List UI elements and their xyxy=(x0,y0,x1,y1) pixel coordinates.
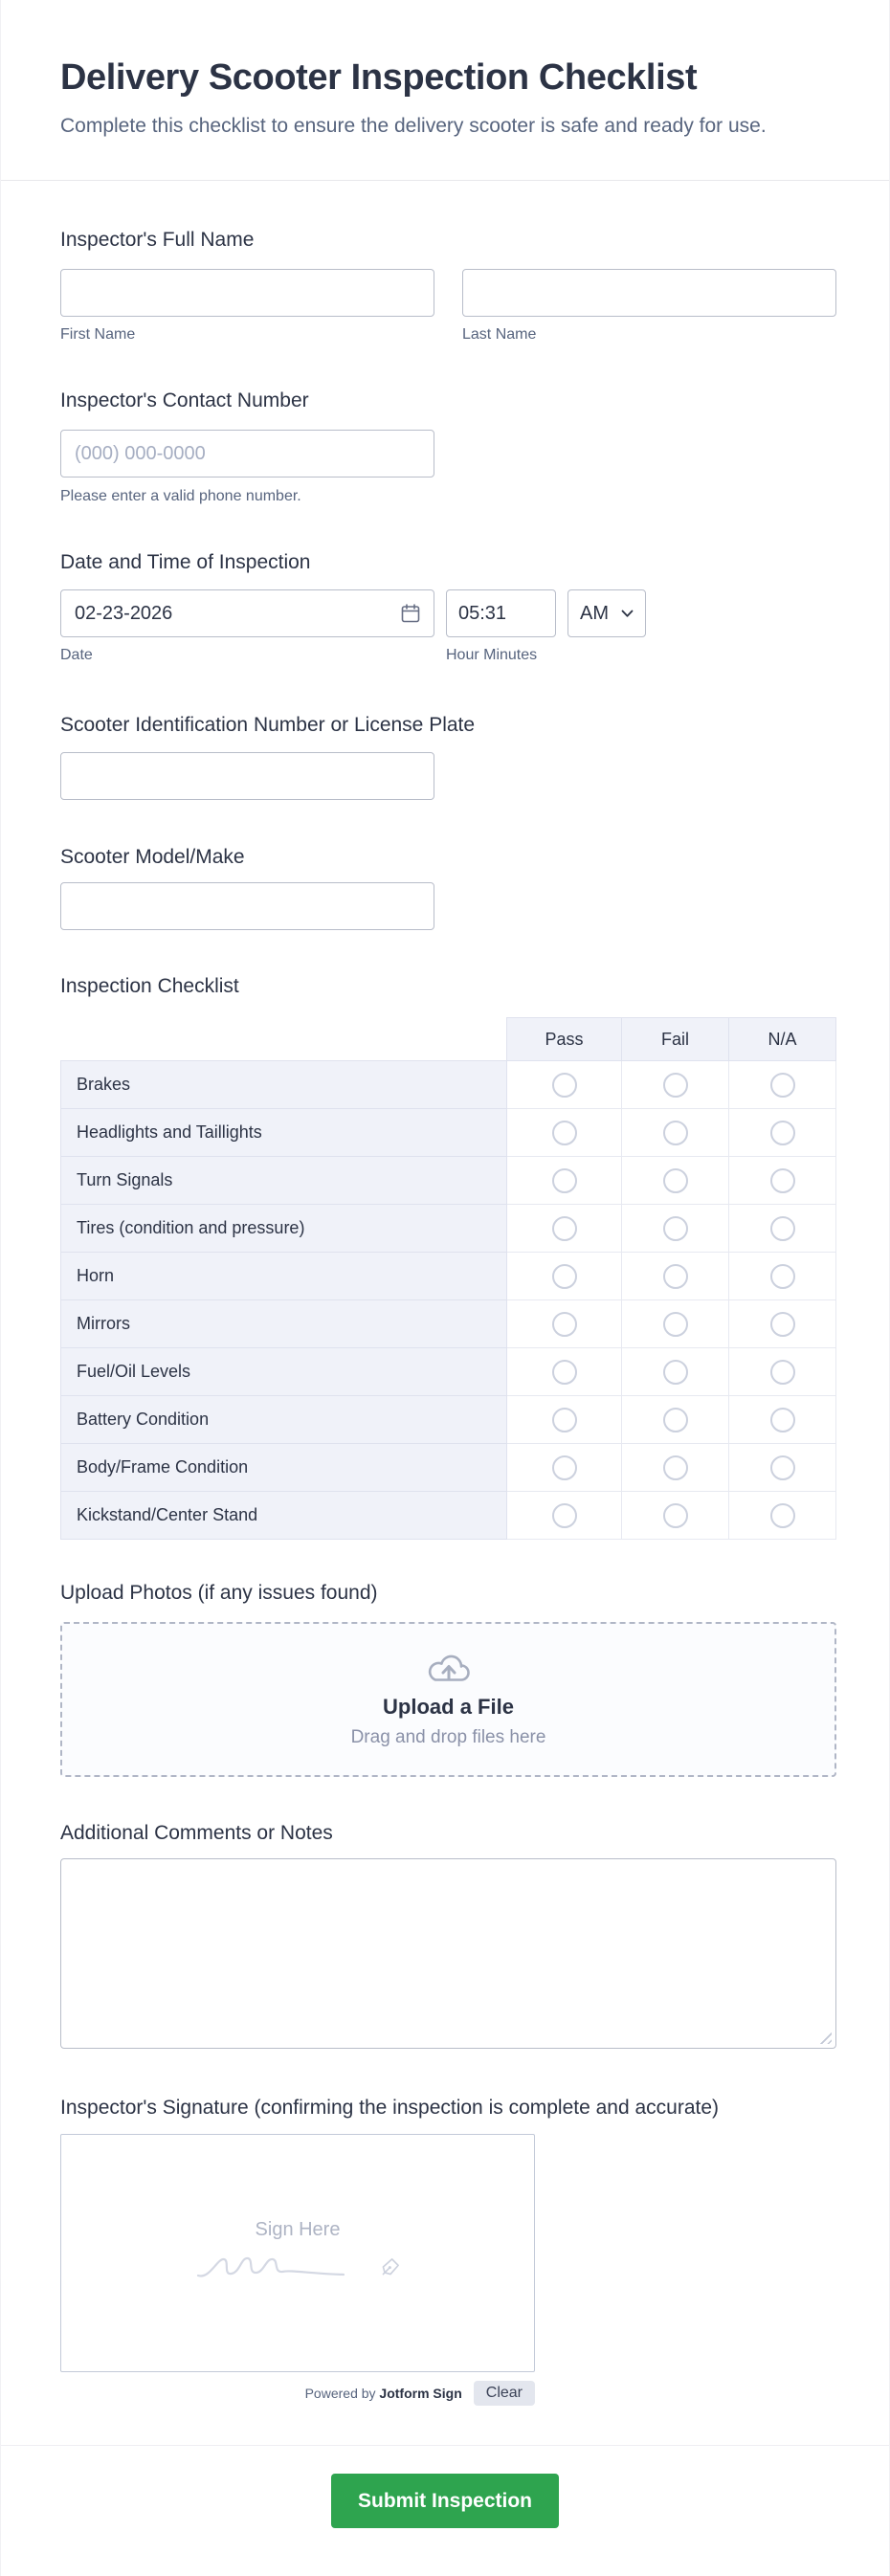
matrix-row-headlights xyxy=(61,1109,836,1157)
radio-horn-fail[interactable] xyxy=(663,1264,688,1289)
last-name-input[interactable] xyxy=(462,269,836,317)
radio-fuel-oil-fail[interactable] xyxy=(663,1360,688,1385)
matrix-corner-cell xyxy=(61,1018,507,1061)
radio-headlights-pass[interactable] xyxy=(552,1121,577,1145)
radio-tires-fail[interactable] xyxy=(663,1216,688,1241)
first-name-sublabel: First Name xyxy=(60,326,136,343)
pen-nib-icon xyxy=(378,2254,403,2279)
radio-turn-signals-pass[interactable] xyxy=(552,1168,577,1193)
matrix-row-body-frame xyxy=(61,1444,836,1492)
question-scooter-id xyxy=(60,714,836,800)
last-name-col xyxy=(462,269,836,344)
scooter-model-label: Scooter Model/Make xyxy=(60,846,245,868)
matrix-row-battery xyxy=(61,1396,836,1444)
contact-number-helper: Please enter a valid phone number. xyxy=(60,488,301,504)
scooter-id-input[interactable] xyxy=(60,752,434,800)
radio-kickstand-na[interactable] xyxy=(770,1503,795,1528)
row-label-tires: Tires (condition and pressure) xyxy=(61,1205,507,1253)
datetime-row xyxy=(60,589,836,637)
radio-battery-fail[interactable] xyxy=(663,1408,688,1432)
matrix-row-mirrors xyxy=(61,1300,836,1348)
datetime-label: Date and Time of Inspection xyxy=(60,551,311,573)
row-label-body-frame: Body/Frame Condition xyxy=(61,1444,507,1492)
signature-art xyxy=(192,2243,403,2287)
row-label-kickstand: Kickstand/Center Stand xyxy=(61,1492,507,1540)
contact-number-input[interactable] xyxy=(60,430,434,477)
radio-mirrors-fail[interactable] xyxy=(663,1312,688,1337)
page-title: Delivery Scooter Inspection Checklist xyxy=(60,57,698,98)
radio-tires-na[interactable] xyxy=(770,1216,795,1241)
form-body xyxy=(1,181,889,2406)
radio-battery-na[interactable] xyxy=(770,1408,795,1432)
full-name-label: Inspector's Full Name xyxy=(60,229,255,251)
matrix-col-na: N/A xyxy=(729,1018,836,1061)
radio-headlights-na[interactable] xyxy=(770,1121,795,1145)
row-label-turn-signals: Turn Signals xyxy=(61,1157,507,1205)
radio-tires-pass[interactable] xyxy=(552,1216,577,1241)
radio-fuel-oil-na[interactable] xyxy=(770,1360,795,1385)
scooter-id-label: Scooter Identification Number or License Plate xyxy=(60,714,476,736)
row-label-battery: Battery Condition xyxy=(61,1396,507,1444)
last-name-sublabel: Last Name xyxy=(462,326,537,343)
radio-mirrors-na[interactable] xyxy=(770,1312,795,1337)
name-row xyxy=(60,269,836,344)
matrix-header-row xyxy=(61,1018,836,1061)
date-field xyxy=(60,589,434,637)
matrix-col-pass: Pass xyxy=(507,1018,622,1061)
question-full-name xyxy=(60,229,836,344)
upload-label: Upload Photos (if any issues found) xyxy=(60,1582,378,1604)
question-datetime xyxy=(60,551,836,664)
page-subtitle: Complete this checklist to ensure the delivery scooter is safe and ready for use. xyxy=(60,115,767,137)
radio-turn-signals-na[interactable] xyxy=(770,1168,795,1193)
radio-fuel-oil-pass[interactable] xyxy=(552,1360,577,1385)
question-comments xyxy=(60,1822,836,2049)
first-name-input[interactable] xyxy=(60,269,434,317)
matrix-row-turn-signals xyxy=(61,1157,836,1205)
signature-label: Inspector's Signature (confirming the inspection is complete and accurate) xyxy=(60,2097,720,2119)
radio-body-frame-pass[interactable] xyxy=(552,1455,577,1480)
upload-subtitle: Drag and drop files here xyxy=(350,1727,546,1747)
calendar-icon[interactable] xyxy=(398,601,423,626)
radio-horn-pass[interactable] xyxy=(552,1264,577,1289)
row-label-brakes: Brakes xyxy=(61,1061,507,1109)
radio-brakes-na[interactable] xyxy=(770,1073,795,1098)
contact-number-label: Inspector's Contact Number xyxy=(60,389,309,411)
signature-footer xyxy=(60,2381,535,2406)
matrix-row-brakes xyxy=(61,1061,836,1109)
comments-wrapper xyxy=(60,1858,836,2049)
signature-clear-button[interactable]: Clear xyxy=(474,2381,535,2406)
radio-kickstand-fail[interactable] xyxy=(663,1503,688,1528)
scooter-model-input[interactable] xyxy=(60,882,434,930)
submit-button[interactable]: Submit Inspection xyxy=(331,2474,559,2528)
radio-brakes-fail[interactable] xyxy=(663,1073,688,1098)
ampm-value: AM xyxy=(580,602,609,624)
radio-brakes-pass[interactable] xyxy=(552,1073,577,1098)
comments-label: Additional Comments or Notes xyxy=(60,1822,333,1844)
row-label-headlights: Headlights and Taillights xyxy=(61,1109,507,1157)
row-label-mirrors: Mirrors xyxy=(61,1300,507,1348)
radio-battery-pass[interactable] xyxy=(552,1408,577,1432)
matrix-row-horn xyxy=(61,1253,836,1300)
submit-section xyxy=(1,2445,889,2576)
radio-kickstand-pass[interactable] xyxy=(552,1503,577,1528)
jotform-sign-brand: Jotform Sign xyxy=(379,2386,462,2401)
radio-mirrors-pass[interactable] xyxy=(552,1312,577,1337)
time-sublabel: Hour Minutes xyxy=(446,647,538,663)
question-upload xyxy=(60,1582,836,1777)
powered-by-text xyxy=(305,2386,462,2401)
radio-horn-na[interactable] xyxy=(770,1264,795,1289)
question-contact-number xyxy=(60,389,836,505)
radio-body-frame-na[interactable] xyxy=(770,1455,795,1480)
radio-turn-signals-fail[interactable] xyxy=(663,1168,688,1193)
ampm-select[interactable] xyxy=(567,589,646,637)
checklist-matrix xyxy=(60,1017,836,1540)
datetime-sublabels xyxy=(60,647,836,664)
signature-pad[interactable] xyxy=(60,2134,535,2372)
signature-hint: Sign Here xyxy=(255,2219,341,2240)
upload-title: Upload a File xyxy=(383,1695,514,1719)
matrix-row-tires xyxy=(61,1205,836,1253)
row-label-horn: Horn xyxy=(61,1253,507,1300)
signature-squiggle-icon xyxy=(192,2243,374,2287)
matrix-row-fuel-oil xyxy=(61,1348,836,1396)
matrix-row-kickstand xyxy=(61,1492,836,1540)
time-input[interactable] xyxy=(446,589,556,637)
comments-textarea[interactable] xyxy=(60,1858,836,2049)
question-checklist xyxy=(60,975,836,1540)
date-sublabel: Date xyxy=(60,647,93,663)
cloud-upload-icon xyxy=(426,1651,472,1687)
form-header xyxy=(1,0,889,181)
row-label-fuel-oil: Fuel/Oil Levels xyxy=(61,1348,507,1396)
checklist-label: Inspection Checklist xyxy=(60,975,239,997)
powered-by-label: Powered by xyxy=(304,2386,376,2401)
first-name-col xyxy=(60,269,434,344)
signature-placeholder-group xyxy=(192,2219,403,2287)
file-upload-dropzone[interactable] xyxy=(60,1622,836,1777)
matrix-col-fail: Fail xyxy=(622,1018,729,1061)
question-scooter-model xyxy=(60,846,836,930)
radio-headlights-fail[interactable] xyxy=(663,1121,688,1145)
radio-body-frame-fail[interactable] xyxy=(663,1455,688,1480)
question-signature xyxy=(60,2097,836,2406)
chevron-down-icon xyxy=(621,610,634,618)
date-input[interactable] xyxy=(60,589,434,637)
